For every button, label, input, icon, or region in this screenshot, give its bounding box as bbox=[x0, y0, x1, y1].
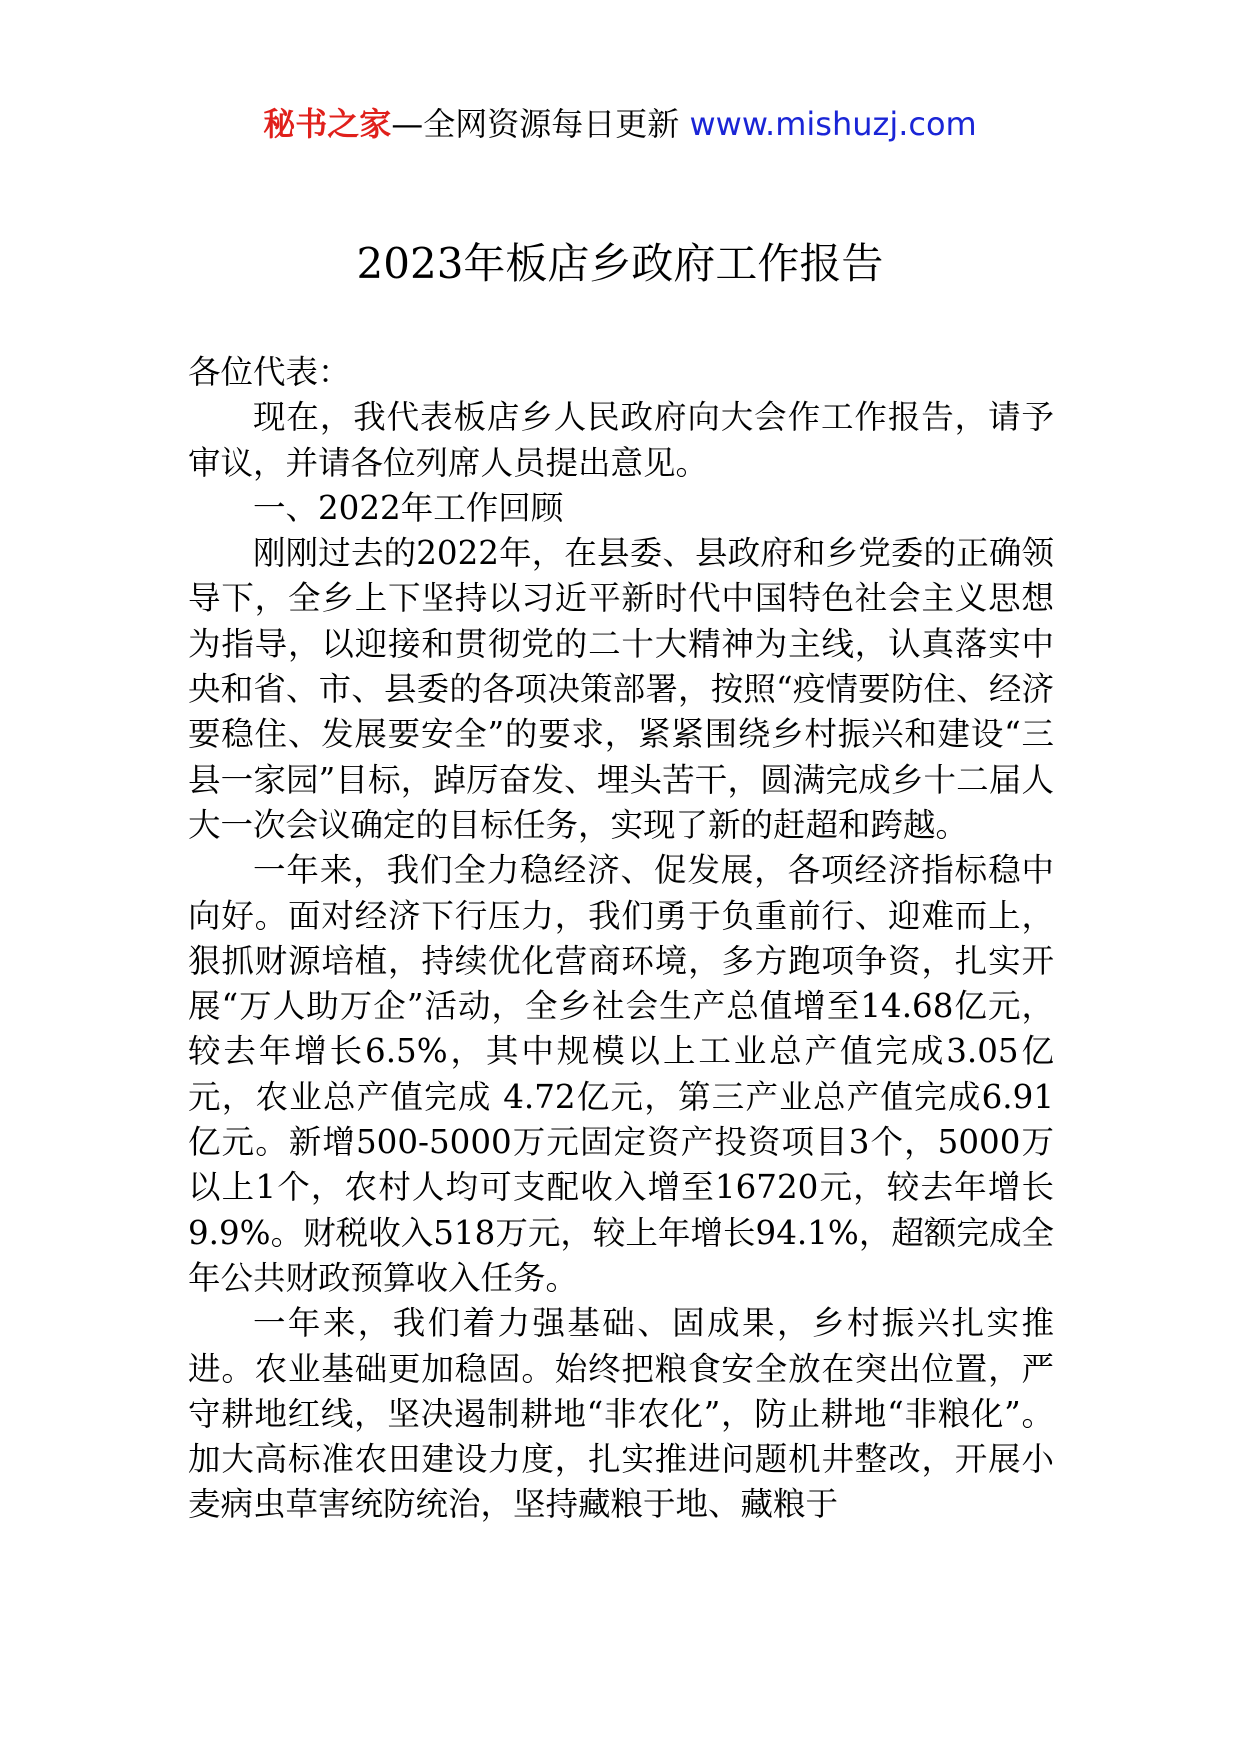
paragraph: 刚刚过去的2022年，在县委、县政府和乡党委的正确领导下，全乡上下坚持以习近平新时代中国特色社会主义思想为指导，以迎接和贯彻党的二十大精神为主线，认真落实中央和省、市、县委的各项决策部署，按照“疫情要防住、经济要稳住、发展要安全”的要求，紧紧围绕乡村振兴和建设“三县一家园”目标，踔厉奋发、埋头苦干，圆满完成乡十二届人大一次会议确定的目标任务，实现了新的赶超和跨越。 bbox=[188, 534, 1054, 844]
document-body bbox=[188, 350, 1054, 1528]
site-url-link[interactable]: www.mishuzj.com bbox=[689, 105, 977, 143]
paragraph: 一年来，我们着力强基础、固成果，乡村振兴扎实推进。农业基础更加稳固。始终把粮食安全放在突出位置，严守耕地红线，坚决遏制耕地“非农化”，防止耕地“非粮化”。加大高标准农田建设力度，扎实推进问题机井整改，开展小麦病虫草害统防统治，坚持藏粮于地、藏粮于 bbox=[188, 1304, 1054, 1524]
paragraph: 现在，我代表板店乡人民政府向大会作工作报告，请予审议，并请各位列席人员提出意见。 bbox=[188, 398, 1054, 482]
header-slogan: —全网资源每日更新 bbox=[391, 105, 690, 143]
paragraph: 一年来，我们全力稳经济、促发展，各项经济指标稳中向好。面对经济下行压力，我们勇于负重前行、迎难而上，狠抓财源培植，持续优化营商环境，多方跑项争资，扎实开展“万人助万企”活动，全乡社会生产总值增至14.68亿元，较去年增长6.5%，其中规模以上工业总产值完成3.05亿元，农业总产值完成 4.72亿元，第三产业总产值完成6.91亿元。新增500-5000万元固定资产投资项目3个，5000万以上1个，农村人均可支配收入增至16720元，较去年增长9.9%。财税收入518万元，较上年增长94.1%，超额完成全年公共财政预算收入任务。 bbox=[188, 851, 1054, 1297]
site-header bbox=[0, 102, 1240, 146]
document-title: 2023年板店乡政府工作报告 bbox=[356, 239, 884, 288]
brand-name: 秘书之家 bbox=[263, 105, 392, 143]
salutation: 各位代表： bbox=[188, 353, 351, 391]
section-heading: 一、2022年工作回顾 bbox=[253, 488, 564, 527]
